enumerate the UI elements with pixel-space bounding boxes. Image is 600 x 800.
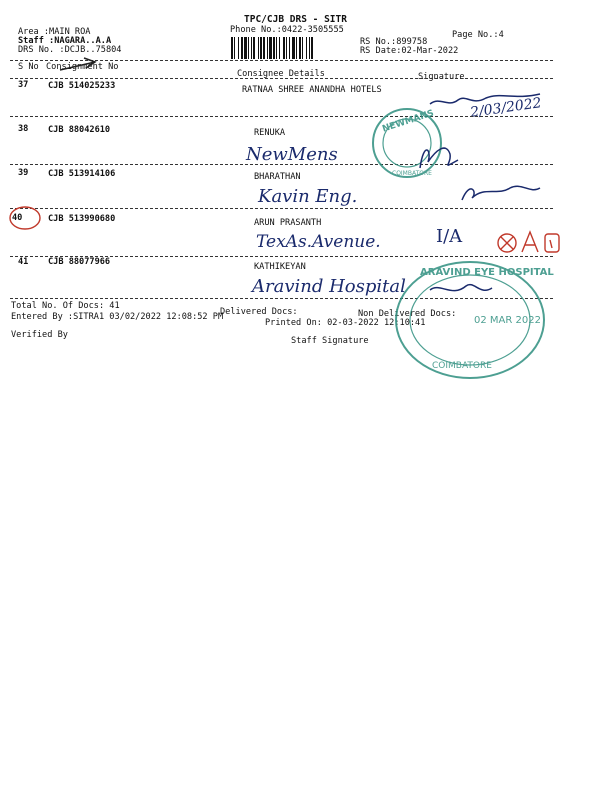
column-header-signature: Signature <box>418 72 465 82</box>
row-handwritten-date: 2/03/2022 <box>469 95 543 121</box>
row-consignee: ARUN PRASANTH <box>254 218 322 228</box>
newmans-stamp-city: COIMBATORE <box>392 170 432 177</box>
barcode-bar <box>299 37 301 59</box>
staff-field: Staff :NAGARA..A.A <box>18 36 112 46</box>
barcode-bar <box>263 37 265 59</box>
row-consignee: BHARATHAN <box>254 172 301 182</box>
entered-by: Entered By :SITRA1 03/02/2022 12:08:52 PM <box>11 312 224 322</box>
row-consignment: CJB 88077966 <box>48 257 111 267</box>
phone-number: Phone No.:0422-3505555 <box>230 25 344 35</box>
newmans-stamp-text: NEWMANS <box>381 108 436 135</box>
barcode-bar <box>283 37 285 59</box>
barcode-bar <box>302 37 303 59</box>
barcode-bar <box>244 37 247 59</box>
row-consignment: CJB 514025233 <box>48 81 116 91</box>
barcode-bar <box>289 37 290 59</box>
area-field: Area :MAIN ROA <box>18 27 91 37</box>
row-consignment: CJB 513990680 <box>48 214 116 224</box>
signature-row-39 <box>462 186 540 200</box>
row-consignment: CJB 88042610 <box>48 125 111 135</box>
drs-number: DRS No. :DCJB..75804 <box>18 45 122 55</box>
row-sno: 41 <box>18 257 29 267</box>
printed-on: Printed On: 02-03-2022 12:10:41 <box>265 318 426 328</box>
barcode <box>229 37 357 61</box>
barcode-bar <box>311 37 313 59</box>
barcode-bar <box>286 37 287 59</box>
page-number: Page No.:4 <box>452 30 504 40</box>
total-docs: Total No. Of Docs: 41 <box>11 301 120 311</box>
aravind-stamp-city: COIMBATORE <box>432 361 492 371</box>
row-handwritten-name: Aravind Hospital <box>252 276 406 297</box>
barcode-bar <box>231 37 233 59</box>
footer-divider <box>10 298 553 299</box>
aravind-stamp-date: 02 MAR 2022 <box>474 315 541 326</box>
barcode-bar <box>260 37 262 59</box>
row-sno: 40 <box>12 213 23 223</box>
barcode-bar <box>296 37 297 59</box>
barcode-bar <box>273 37 275 59</box>
row-divider <box>10 164 553 165</box>
rs-number: RS No.:899758 <box>360 37 428 47</box>
barcode-bar <box>253 37 255 59</box>
report-title: TPC/CJB DRS - SITR <box>244 14 347 25</box>
signature-row-38 <box>420 148 458 168</box>
header-divider-top <box>10 60 553 61</box>
delivered-docs: Delivered Docs: <box>220 307 298 317</box>
row-divider <box>10 208 553 209</box>
row-consignee: RATNAA SHREE ANANDHA HOTELS <box>242 85 382 95</box>
barcode-bar <box>276 37 277 59</box>
barcode-bar <box>309 37 310 59</box>
barcode-bar <box>279 37 280 59</box>
verified-by: Verified By <box>11 330 68 340</box>
column-header-consignee: Consignee Details <box>237 69 325 79</box>
rs-date: RS Date:02-Mar-2022 <box>360 46 459 56</box>
row-sno: 38 <box>18 124 29 134</box>
row-sno: 39 <box>18 168 29 178</box>
non-delivered-docs: Non Delivered Docs: <box>358 309 457 319</box>
barcode-bar <box>306 37 307 59</box>
row-consignee: KATHIKEYAN <box>254 262 306 272</box>
row-handwritten-name: Kavin Eng. <box>258 186 358 207</box>
row-divider <box>10 116 553 117</box>
signature-row-41 <box>430 285 492 291</box>
barcode-bar <box>258 37 259 59</box>
row-handwritten-name: TexAs.Avenue. <box>256 232 381 252</box>
barcode-bar <box>251 37 252 59</box>
row-mark-ia: I/A <box>436 226 463 247</box>
newmans-stamp <box>373 109 441 177</box>
column-header-sno: S No <box>18 62 39 72</box>
staff-signature: Staff Signature <box>291 336 369 346</box>
row-sno: 37 <box>18 80 29 90</box>
barcode-bar <box>238 37 239 59</box>
row-40-red-marks <box>498 232 559 252</box>
barcode-bar <box>248 37 249 59</box>
column-header-consignment: Consignment No <box>46 62 119 72</box>
barcode-bar <box>267 37 268 59</box>
barcode-bar <box>269 37 272 59</box>
barcode-bar <box>241 37 243 59</box>
row-consignment: CJB 513914106 <box>48 169 116 179</box>
row-handwritten-name: NewMens <box>246 144 338 165</box>
header-divider-bottom <box>10 78 553 79</box>
barcode-bar <box>234 37 235 59</box>
aravind-stamp-text: ARAVIND EYE HOSPITAL <box>420 267 554 278</box>
row-consignee: RENUKA <box>254 128 286 138</box>
barcode-bar <box>292 37 295 59</box>
